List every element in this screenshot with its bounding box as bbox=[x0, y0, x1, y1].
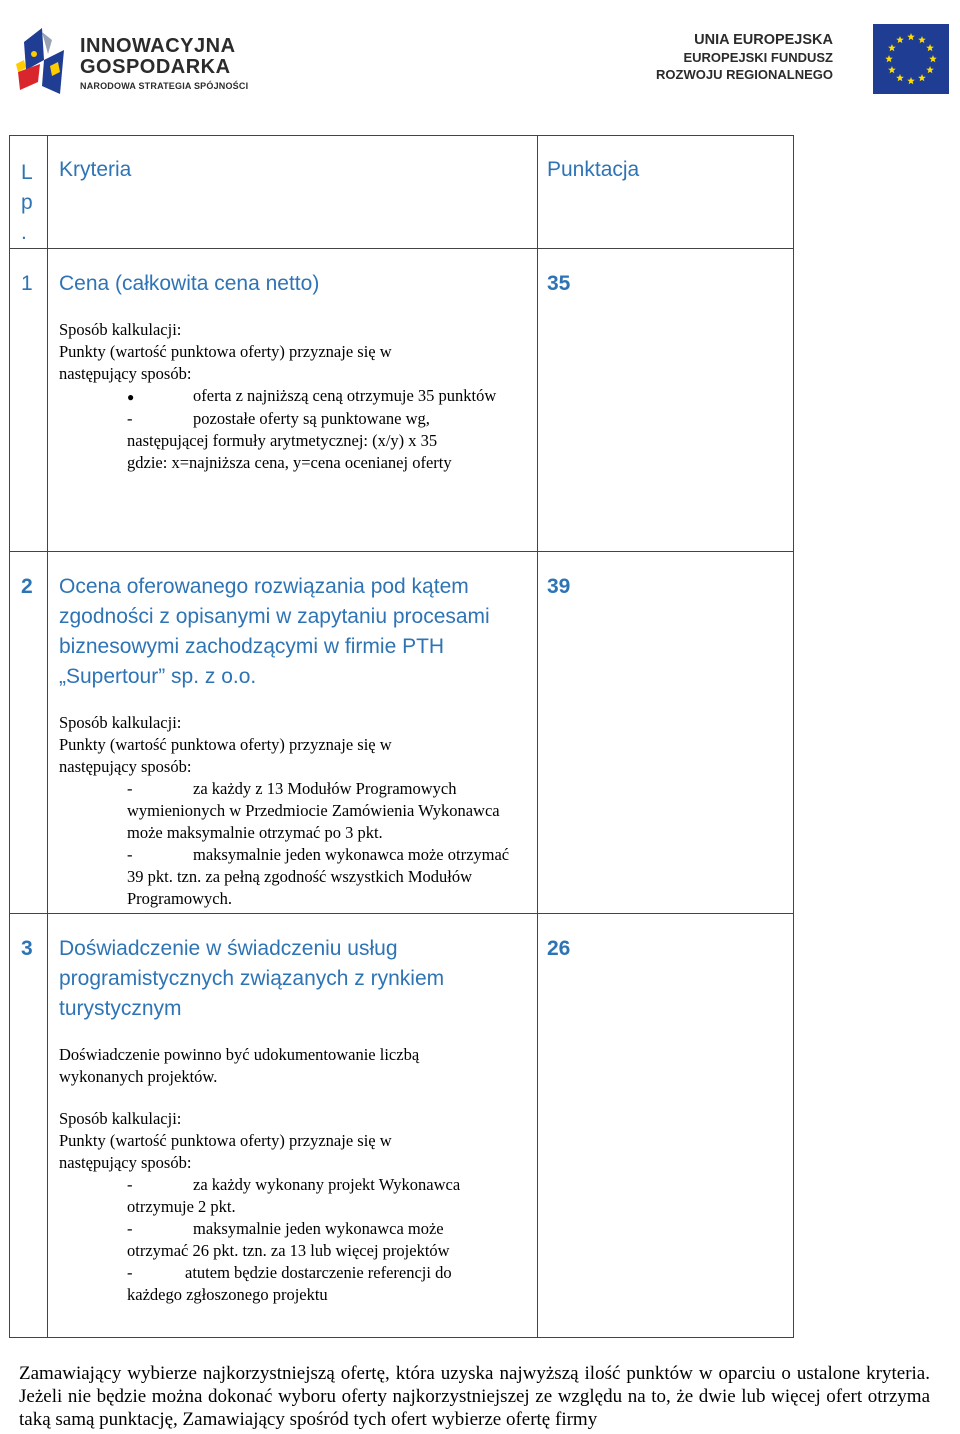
table-header-row bbox=[10, 136, 794, 249]
eu-logo-line2: EUROPEJSKI FUNDUSZ bbox=[683, 50, 833, 65]
kryteria-header-cell bbox=[48, 136, 538, 249]
calc-intro: Punkty (wartość punktowa oferty) przyznaje się w następujący sposób: bbox=[59, 342, 392, 383]
list-item-text: atutem będzie dostarczenie referencji do każdego zgłoszonego projektu bbox=[127, 1263, 452, 1304]
lp-header-cell bbox=[10, 136, 48, 249]
dash-marker: - bbox=[127, 1219, 133, 1238]
dash-marker: - bbox=[127, 409, 133, 428]
list-item-text: maksymalnie jeden wykonawca może otrzymać 39 pkt. tzn. za pełną zgodność wszystkich Modułów Programowych. bbox=[127, 845, 510, 908]
eu-logo bbox=[655, 24, 950, 96]
calc-label: Sposób kalkulacji: bbox=[59, 320, 182, 339]
criterion-cell bbox=[48, 914, 538, 1338]
table-row bbox=[10, 552, 794, 914]
punktacja-header-cell bbox=[538, 136, 794, 249]
calc-label: Sposób kalkulacji: bbox=[59, 713, 182, 732]
criterion-cell bbox=[48, 249, 538, 552]
ig-logo-line2: GOSPODARKA bbox=[80, 56, 231, 78]
criterion-title: Doświadczenie w świadczeniu usług programistycznych związanych z rynkiem turystycznym bbox=[59, 937, 445, 1020]
innowacyjna-gospodarka-logo bbox=[14, 24, 254, 104]
eu-logo-line1: UNIA EUROPEJSKA bbox=[694, 32, 833, 48]
points-cell bbox=[538, 552, 794, 914]
eu-logo-line3: ROZWOJU REGIONALNEGO bbox=[656, 67, 833, 82]
row-number: 1 bbox=[21, 272, 33, 295]
criterion-title: Cena (całkowita cena netto) bbox=[59, 272, 320, 295]
list-item bbox=[59, 778, 527, 844]
dash-marker: - bbox=[127, 779, 133, 798]
list-item bbox=[59, 408, 527, 474]
eu-flag-icon bbox=[873, 24, 949, 94]
list-item-text: pozostałe oferty są punktowane wg, następującej formuły arytmetycznej: (x/y) x 35 bbox=[127, 409, 438, 450]
points-value: 35 bbox=[547, 272, 571, 295]
row-number: 3 bbox=[21, 937, 33, 960]
ig-logo-icon bbox=[14, 24, 76, 102]
dash-marker: - bbox=[127, 1263, 133, 1282]
points-value: 39 bbox=[547, 575, 571, 598]
table-row bbox=[10, 914, 794, 1338]
row-number-cell bbox=[10, 249, 48, 552]
list-item bbox=[59, 1218, 507, 1262]
criterion-title: Ocena oferowanego rozwiązania pod kątem zgodności z opisanymi w zapytaniu procesami biznesowymi zachodzącymi w firmie PTH „Supertour” sp. z o.o. bbox=[59, 575, 490, 688]
list-item bbox=[59, 1174, 507, 1218]
points-cell bbox=[538, 914, 794, 1338]
dash-marker: - bbox=[127, 845, 133, 864]
list-item bbox=[59, 844, 527, 910]
experience-note: Doświadczenie powinno być udokumentowanie liczbą wykonanych projektów. bbox=[59, 1045, 420, 1086]
page-header bbox=[0, 0, 960, 110]
list-item-text: za każdy z 13 Modułów Programowych wymienionych w Przedmiocie Zamówienia Wykonawca może maksymalnie otrzymać po 3 pkt. bbox=[127, 779, 500, 842]
criterion-cell bbox=[48, 552, 538, 914]
criteria-table bbox=[9, 135, 794, 1338]
closing-paragraph: Zamawiający wybierze najkorzystniejszą ofertę, która uzyska najwyższą ilość punktów w oparciu o ustalone kryteria. Jeżeli nie będzie można dokonać wyboru oferty najkorzystniejszej ze względu na to, że dwie lub więcej ofert otrzyma taką samą punktację, Zamawiający spośród tych ofert wybierze ofertę firmy bbox=[19, 1363, 930, 1430]
calc-intro: Punkty (wartość punktowa oferty) przyznaje się w następujący sposób: bbox=[59, 1131, 392, 1172]
table-row bbox=[10, 249, 794, 552]
list-item bbox=[59, 385, 527, 408]
row-number-cell bbox=[10, 914, 48, 1338]
calc-intro: Punkty (wartość punktowa oferty) przyznaje się w następujący sposób: bbox=[59, 735, 392, 776]
formula-note: gdzie: x=najniższa cena, y=cena ocenianej oferty bbox=[127, 453, 452, 472]
points-value: 26 bbox=[547, 937, 571, 960]
punktacja-header: Punktacja bbox=[547, 158, 640, 181]
list-item-text: oferta z najniższą ceną otrzymuje 35 punktów bbox=[193, 386, 497, 405]
list-item-text: maksymalnie jeden wykonawca może otrzymać 26 pkt. tzn. za 13 lub więcej projektów bbox=[127, 1219, 450, 1260]
points-cell bbox=[538, 249, 794, 552]
lp-header: L p . bbox=[21, 161, 33, 244]
kryteria-header: Kryteria bbox=[59, 158, 132, 181]
dash-marker: - bbox=[127, 1175, 133, 1194]
row-number-cell bbox=[10, 552, 48, 914]
ig-logo-line1: INNOWACYJNA bbox=[80, 35, 236, 57]
list-item-text: za każdy wykonany projekt Wykonawca otrzymuje 2 pkt. bbox=[127, 1175, 461, 1216]
ig-logo-line3: NARODOWA STRATEGIA SPÓJNOŚCI bbox=[80, 81, 249, 91]
bullet-icon: ● bbox=[127, 390, 135, 404]
row-number: 2 bbox=[21, 575, 33, 598]
list-item bbox=[59, 1262, 507, 1306]
calc-label: Sposób kalkulacji: bbox=[59, 1109, 182, 1128]
